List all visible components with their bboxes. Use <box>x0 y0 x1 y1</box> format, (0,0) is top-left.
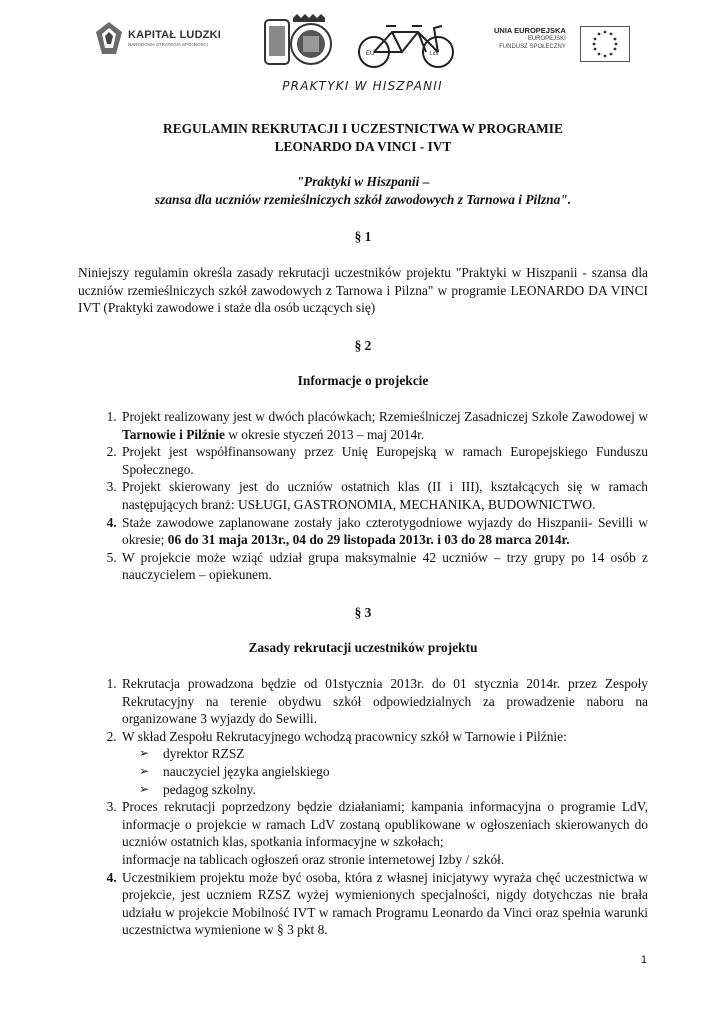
kapital-ludzki-subtitle: NARODOWA STRATEGIA SPÓJNOŚCI <box>128 42 209 47</box>
section-3-item-4: 4. Uczestnikiem projektu może być osoba, która z własnej inicjatywy wyraża chęć uczestnictwa w projekcie, jest uczniem RZSZ wyżej wymienionych specjalności, nigdy dotychczas nie brała udziału w projekcie Mobilność IVT w ramach Programu Leonardo da Vinci oraz spełnia warunki uczestnictwa wymienione w § 3 pkt 8. <box>120 869 648 939</box>
sublist-item: ➢ dyrektor RZSZ <box>139 745 648 763</box>
section-3-item-3: 3. Proces rekrutacji poprzedzony będzie działaniami; kampania informacyjna o programie LdV, informacje o projekcie w ramach LdV zostaną opublikowane w ogłoszeniach skierowanych do uczniów ostatnich klas, spotkania informacyjne w szkołach; informacje na tablicach ogłoszeń oraz stronie internetowej Izby / szkół. <box>120 798 648 868</box>
kapital-ludzki-logo <box>96 22 221 54</box>
section-2-item-5: 5. W projekcie może wziąć udział grupa maksymalnie 42 uczniów – trzy grupy po 14 osób z nauczycielem – opiekunem. <box>120 549 648 584</box>
section-3-heading: Zasady rekrutacji uczestników projektu <box>248 640 478 656</box>
section-2-sign: § 2 <box>354 337 372 353</box>
doc-title <box>78 120 648 155</box>
section-1-text: Niniejszy regulamin określa zasady rekrutacji uczestników projektu "Praktyki w Hiszpanii - szansa dla uczniów rzemieślniczych szkół zawodowych z Tarnowa i Pilzna" w programie LEONARDO DA VINCI IVT (Praktyki zawodowe i staże dla osób uczących się) <box>78 264 648 316</box>
eu-line1: EUROPEJSKI <box>527 36 566 42</box>
section-2-item-2: 2. Projekt jest współfinansowany przez Unię Europejską w ramach Europejskiego Funduszu Społecznego. <box>120 443 648 478</box>
sublist-item: ➢ pedagog szkolny. <box>139 781 648 799</box>
eu-flag-icon <box>580 26 630 62</box>
page-number: 1 <box>640 954 647 966</box>
section-3-item-3-continuation: informacje na tablicach ogłoszeń oraz stronie internetowej Izby / szkół. <box>122 852 505 867</box>
section-1-sign: § 1 <box>354 229 372 245</box>
section-3-list <box>78 675 648 939</box>
svg-text:LdV: LdV <box>430 51 439 57</box>
section-2-item-1: 1. Projekt realizowany jest w dwóch placówkach; Rzemieślniczej Zasadniczej Szkole Zawodowej w Tarnowie i Pilźnie w okresie styczeń 2013 – maj 2014r. <box>120 408 648 443</box>
eu-title: UNIA EUROPEJSKA <box>494 26 566 35</box>
logo-header <box>0 12 725 74</box>
subtitle-line-2: szansa dla uczniów rzemieślniczych szkół zawodowych z Tarnowa i Pilzna". <box>154 191 572 207</box>
svg-text:EU: EU <box>366 51 375 57</box>
doc-subtitle <box>78 173 648 208</box>
school-crest-logo <box>263 14 333 72</box>
section-3-sign: § 3 <box>354 604 372 620</box>
kapital-ludzki-title: KAPITAŁ LUDZKI <box>128 29 222 41</box>
section-3-item-2: 2. W skład Zespołu Rekrutacyjnego wchodzą pracownicy szkół w Tarnowie i Pilźnie: ➢ dyrektor RZSZ ➢ nauczyciel języka angielskiego ➢ pedagog szkolny. <box>120 728 648 798</box>
eu-logo <box>494 26 630 62</box>
section-3-item-2-sublist <box>122 745 648 798</box>
sublist-item: ➢ nauczyciel języka angielskiego <box>139 763 648 781</box>
subtitle-line-1: "Praktyki w Hiszpanii – <box>296 174 430 190</box>
section-2-item-3: 3. Projekt skierowany jest do uczniów ostatnich klas (II i III), kształcących się w ramach następujących branż: USŁUGI, GASTRONOMIA, MECHANIKA, BUDOWNICTWO. <box>120 478 648 513</box>
kapital-ludzki-mark-icon <box>96 22 122 54</box>
section-2-item-4: 4. Staże zawodowe zaplanowane zostały jako czterotygodniowe wyjazdy do Hiszpanii- Sevilli w okresie; 06 do 31 maja 2013r., 04 do 29 listopada 2013r. i 03 do 28 marca 2014r. <box>120 514 648 549</box>
handwritten-header-title: PRAKTYKI W HISZPANII <box>282 79 443 93</box>
title-line-2: LEONARDO DA VINCI - IVT <box>274 138 452 154</box>
eu-line2: FUNDUSZ SPOŁECZNY <box>499 44 566 50</box>
section-3-item-1: 1. Rekrutacja prowadzona będzie od 01stycznia 2013r. do 01 stycznia 2014r. przez Zespoły Rekrutacyjny na terenie obydwu szkół odpowiedzialnych za prowadzenie naboru na organizowane 3 wyjazdy do Sewilli. <box>120 675 648 728</box>
title-line-1: REGULAMIN REKRUTACJI I UCZESTNICTWA W PROGRAMIE <box>163 121 563 136</box>
section-2-list <box>78 408 648 584</box>
tandem-bicycle-logo <box>356 18 456 70</box>
section-2-heading: Informacje o projekcie <box>297 373 429 389</box>
document-body <box>78 114 648 939</box>
